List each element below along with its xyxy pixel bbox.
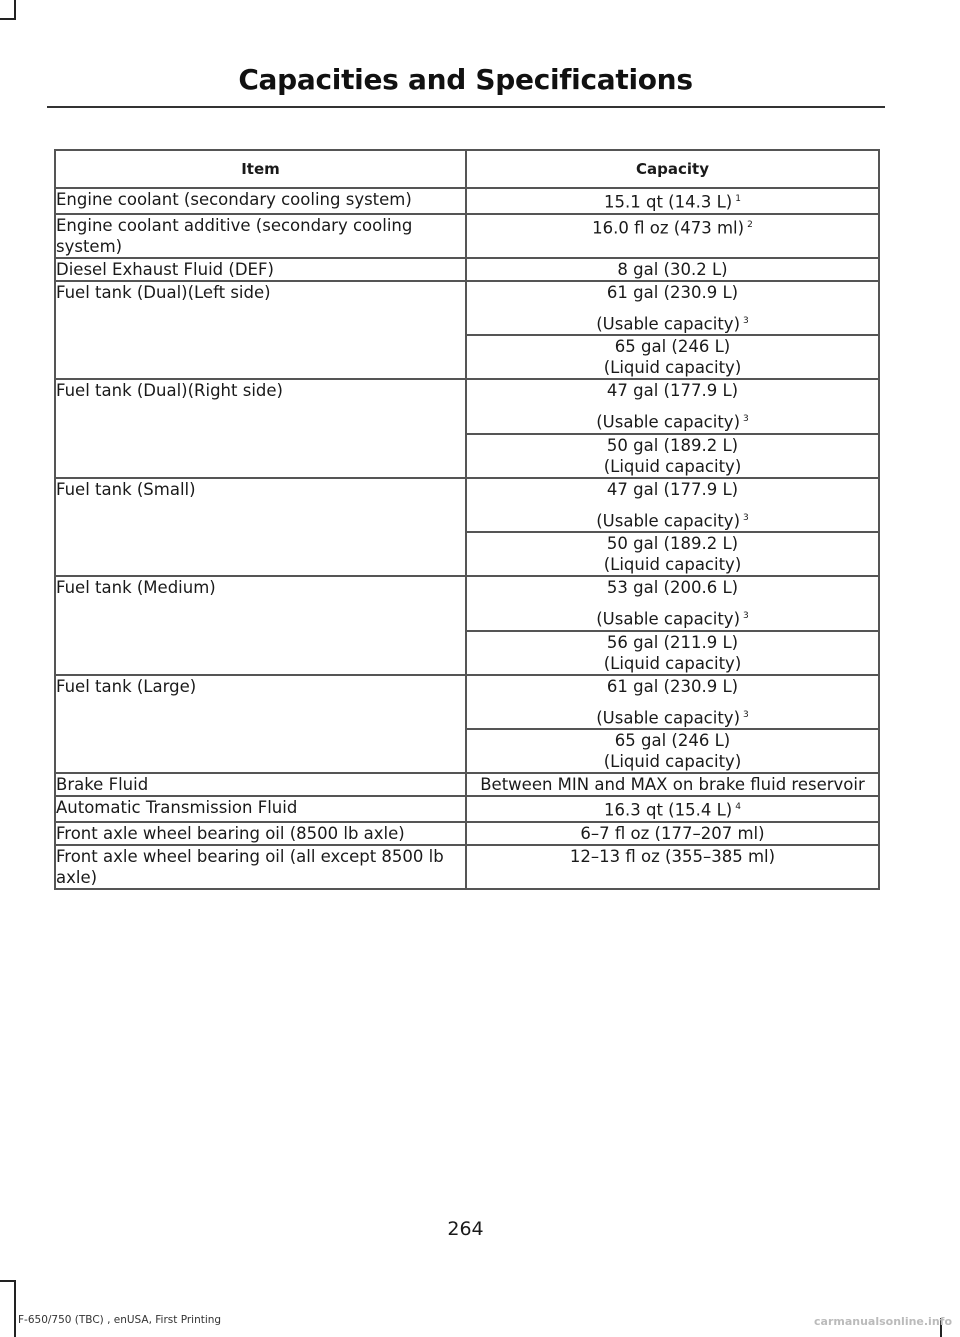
capacity-line	[467, 282, 878, 303]
capacity-subtext: (Liquid capacity)	[603, 653, 742, 673]
item-cell: Brake Fluid	[55, 773, 466, 796]
capacity-value: 12–13 fl oz (355–385 ml)	[569, 846, 776, 866]
capacity-value: 53 gal (200.6 L)	[606, 578, 739, 597]
table-row	[55, 188, 879, 214]
item-cell: Fuel tank (Dual)(Left side)	[55, 281, 466, 380]
capacity-value: 50 gal (189.2 L)	[606, 534, 739, 553]
capacity-subtext: (Liquid capacity)	[603, 752, 742, 771]
capacity-subtext: (Usable capacity)	[596, 708, 741, 727]
capacity-subtext: (Liquid capacity)	[603, 358, 742, 377]
capacity-subtext: (Liquid capacity)	[603, 456, 742, 476]
capacity-value: 61 gal (230.9 L)	[606, 676, 739, 696]
page-number: 264	[447, 1218, 484, 1240]
capacity-value: 65 gal (246 L)	[614, 337, 731, 356]
capacity-subtext: (Liquid capacity)	[603, 555, 742, 574]
footnote-marker: 2	[747, 219, 753, 230]
table-row	[55, 822, 879, 845]
capacity-cell	[466, 773, 879, 796]
capacity-subtext: (Usable capacity)	[596, 314, 741, 333]
capacity-cell	[466, 281, 879, 336]
title-rule	[47, 106, 885, 108]
table-header-row	[55, 150, 879, 188]
footnote-marker: 3	[743, 709, 749, 720]
footnote-marker: 3	[743, 611, 749, 621]
crop-mark-bottom-left	[14, 1280, 16, 1337]
item-cell: Front axle wheel bearing oil (8500 lb axle)	[55, 822, 466, 845]
capacity-line	[467, 380, 878, 401]
table-row	[55, 576, 879, 631]
header-capacity: Capacity	[466, 150, 879, 188]
crop-mark-top-left	[14, 0, 16, 20]
capacity-value: 8 gal (30.2 L)	[617, 259, 728, 279]
table-row	[55, 281, 879, 336]
crop-mark-top-left	[0, 18, 16, 20]
capacity-value: 61 gal (230.9 L)	[606, 282, 739, 302]
capacity-value: 47 gal (177.9 L)	[606, 479, 739, 499]
capacity-subtext: (Usable capacity)	[596, 412, 741, 432]
capacity-cell	[466, 214, 879, 258]
footer-edition: F-650/750 (TBC) , enUSA, First Printing	[18, 1314, 222, 1326]
capacity-value: 47 gal (177.9 L)	[606, 381, 739, 400]
capacity-cell	[466, 845, 879, 889]
footnote-marker: 4	[735, 802, 741, 812]
capacity-value: 15.1 qt (14.3 L)	[604, 192, 733, 212]
capacity-cell	[466, 188, 879, 214]
item-cell: Fuel tank (Medium)	[55, 576, 466, 675]
footnote-marker: 3	[743, 414, 749, 424]
capacity-cell	[466, 822, 879, 845]
capacity-cell	[466, 576, 879, 631]
capacity-line	[467, 676, 878, 697]
footnote-marker: 3	[743, 512, 749, 523]
table-row	[55, 258, 879, 281]
item-cell: Fuel tank (Small)	[55, 478, 466, 577]
header-item: Item	[55, 150, 466, 188]
item-cell: Engine coolant (secondary cooling system)	[55, 188, 466, 214]
footnote-marker: 1	[735, 194, 741, 204]
table-row	[55, 773, 879, 796]
capacity-cell	[466, 379, 879, 434]
item-cell: Diesel Exhaust Fluid (DEF)	[55, 258, 466, 281]
capacity-cell	[466, 335, 879, 379]
capacity-cell	[466, 796, 879, 822]
capacity-subtext: (Usable capacity)	[596, 609, 741, 629]
item-cell: Engine coolant additive (secondary cooling system)	[55, 214, 466, 258]
page-title: Capacities and Specifications	[238, 63, 693, 96]
capacity-cell	[466, 434, 879, 478]
table-row	[55, 845, 879, 889]
table-row	[55, 214, 879, 258]
capacity-value: 16.3 qt (15.4 L)	[604, 800, 733, 820]
item-cell: Front axle wheel bearing oil (all except 8500 lb axle)	[55, 845, 466, 889]
capacity-cell	[466, 631, 879, 675]
footnote-marker: 3	[743, 315, 749, 326]
capacity-value: 16.0 fl oz (473 ml)	[592, 218, 745, 237]
capacity-cell	[466, 258, 879, 281]
watermark: carmanualsonline.info	[814, 1315, 952, 1328]
capacity-value: 65 gal (246 L)	[614, 731, 731, 750]
capacity-cell	[466, 478, 879, 533]
capacity-value: Between MIN and MAX on brake fluid reservoir	[480, 775, 865, 794]
capacity-line	[467, 479, 878, 500]
item-cell: Automatic Transmission Fluid	[55, 796, 466, 822]
capacity-value: 6–7 fl oz (177–207 ml)	[580, 823, 765, 843]
table-row	[55, 478, 879, 533]
capacity-line	[467, 577, 878, 598]
capacity-subtext: (Usable capacity)	[596, 511, 741, 530]
table-row	[55, 796, 879, 822]
table-row	[55, 379, 879, 434]
capacity-cell	[466, 675, 879, 730]
capacity-value: 56 gal (211.9 L)	[606, 632, 739, 652]
capacity-cell	[466, 729, 879, 773]
table-row	[55, 675, 879, 730]
item-cell: Fuel tank (Dual)(Right side)	[55, 379, 466, 478]
item-cell: Fuel tank (Large)	[55, 675, 466, 774]
capacity-value: 50 gal (189.2 L)	[606, 435, 739, 455]
capacity-cell	[466, 532, 879, 576]
capacities-table	[54, 149, 880, 890]
crop-mark-bottom-left	[0, 1280, 16, 1282]
